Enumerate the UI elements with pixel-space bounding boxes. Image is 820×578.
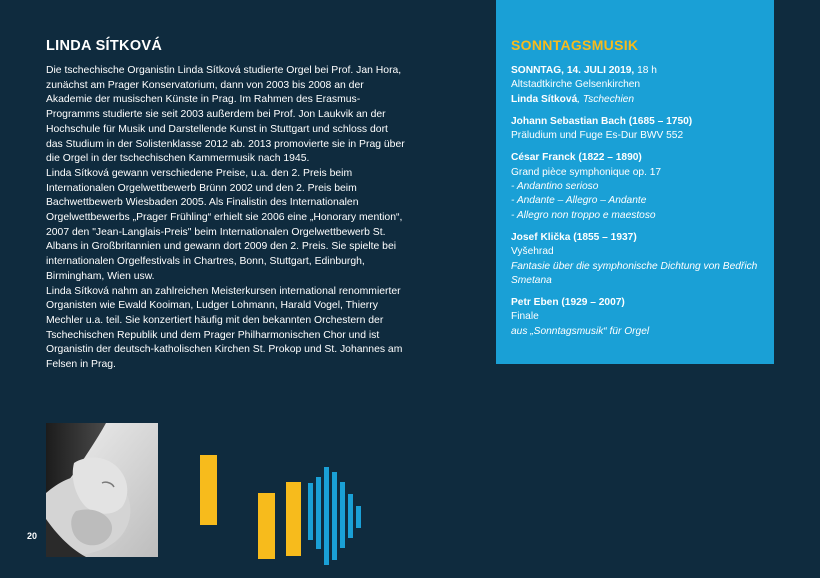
decor-bar [356,506,361,528]
bio-paragraph: Linda Sítková gewann verschiedene Preise, u.a. den 2. Preis beim Internationalen Orgelwettbewerb Brünn 2002 und den 2. Preis beim Bachwettbewerb Wiesbaden 2005. Als Finalistin des Internationalen Orgelwettbewerbs „Prager Frühling“ erhielt sie 2006 eine „Honorary mention“, 2007 den "Jean-Langlais-Preis" beim Internationalen Orgelwettbewerb St. Albans in Großbritannien und gewann dort 2009 den 2. Preis. Sie spielte bei internationalen Orgelfestivals in Chartres, Bonn, Stuttgart, Edinburgh, Birmingham, Wien usw. [46,167,403,282]
work-movement: - Andante – Allegro – Andante [511,195,647,207]
work-composer: Josef Klička (1855 – 1937) [511,231,637,243]
work-composer: Johann Sebastian Bach (1685 – 1750) [511,115,693,127]
decor-bar [348,494,353,538]
work-movement: aus „Sonntagsmusik“ für Orgel [511,325,650,337]
bio-title: LINDA SÍTKOVÁ [46,38,163,54]
portrait-photo [46,423,158,557]
work-title: Grand pièce symphonique op. 17 [511,166,662,178]
program-work [511,296,762,339]
concert-datetime [511,64,762,78]
concert-date: SONNTAG, 14. JULI 2019, [511,65,635,76]
decor-bar [340,482,345,548]
decor-bar [316,477,321,549]
work-movement: - Andantino serioso [511,181,599,193]
work-composer: Petr Eben (1929 – 2007) [511,297,625,309]
work-movement: - Allegro non troppo e maestoso [511,209,656,221]
decor-bar [324,467,329,565]
bio-paragraph: Die tschechische Organistin Linda Sítková studierte Orgel bei Prof. Jan Hora, zunächst am Prager Konservatorium, dann von 2003 bis 2008 an der Akademie der musischen Künste in Prag. Im Rahmen des Erasmus-Programms studierte sie seit 2003 außerdem bei Prof. Jon Laukvik an der Hochschule für Musik und Darstellende Kunst in Stuttgart und schloss dort das Studium in der Solistenklasse 2012 ab. 2013 promovierte sie in Prag über die Orgel in der tschechischen Kammermusik nach 1945. [46,65,405,165]
portrait-image [46,423,158,557]
performer-line [511,93,762,107]
program-title: SONNTAGSMUSIK [511,37,639,53]
performer-name: Linda Sítková [511,93,578,105]
decor-bar [200,455,217,525]
bio-paragraph: Linda Sítková nahm an zahlreichen Meisterkursen international renommierter Organisten wie Ewald Kooiman, Ludger Lohmann, Harald Vogel, Thierry Mechler u.a. teil. Sie konzertiert häufig mit den bekannten Orchestern der Tschechischen Republik und dem Prager Philharmonischen Chor und ist Organistin der deutsch-katholischen Kirchen St. Prokop und St. Johannes am Felsen in Prag. [46,285,403,371]
page-number: 20 [27,531,38,541]
performer-origin: , Tschechien [577,93,635,105]
program-work [511,115,762,144]
concert-time: 18 h [634,65,657,76]
work-title: Vyšehrad [511,246,554,258]
decor-bar [258,493,275,559]
decorative-bars [195,445,365,565]
program-box [496,0,774,364]
work-composer: César Franck (1822 – 1890) [511,152,642,164]
work-title: Präludium und Fuge Es-Dur BWV 552 [511,130,684,142]
program-work [511,151,762,222]
work-movement: Fantasie über die symphonische Dichtung von Bedřich Smetana [511,260,758,286]
program-work [511,231,762,288]
concert-venue: Altstadtkirche Gelsenkirchen [511,79,641,91]
work-title: Finale [511,311,539,323]
bio-text [46,64,406,373]
decor-bar [286,482,301,556]
decor-bar [308,483,313,540]
decor-bar [332,472,337,560]
